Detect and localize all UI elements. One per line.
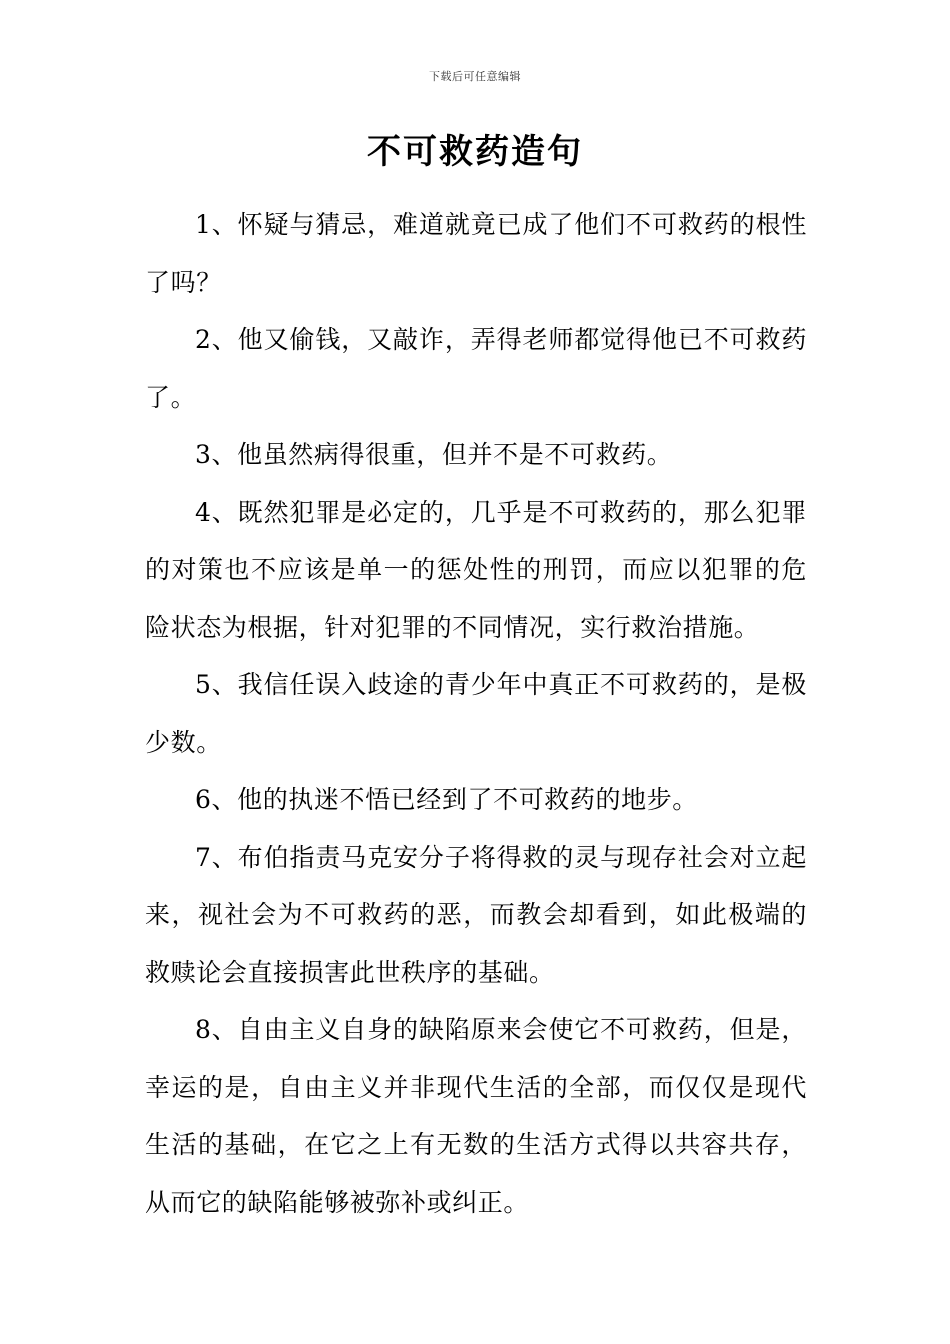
sentence-paragraph-3: 3、他虽然病得很重，但并不是不可救药。 [195,440,673,469]
sentence-paragraph-8: 8、自由主义自身的缺陷原来会使它不可救药，但是，幸运的是，自由主义并非现代生活的全部，而仅仅是现代生活的基础，在它之上有无数的生活方式得以共容共存，从而它的缺陷能够被弥补或纠正。 [145,1015,807,1217]
sentence-paragraph-1: 1、怀疑与猜忌，难道就竟已成了他们不可救药的根性了吗？ [145,210,807,297]
sentence-paragraph-6: 6、他的执迷不悟已经到了不可救药的地步。 [195,785,698,814]
sentence-paragraph-5: 5、我信任误入歧途的青少年中真正不可救药的，是极少数。 [145,670,807,757]
sentence-paragraph-7: 7、布伯指责马克安分子将得救的灵与现存社会对立起来，视社会为不可救药的恶，而教会却看到，如此极端的救赎论会直接损害此世秩序的基础。 [145,842,807,987]
page-header-note: 下载后可任意编辑 [429,70,521,83]
sentence-paragraph-2: 2、他又偷钱，又敲诈，弄得老师都觉得他已不可救药了。 [145,325,807,412]
sentence-paragraph-4: 4、既然犯罪是必定的，几乎是不可救药的，那么犯罪的对策也不应该是单一的惩处性的刑罚，而应以犯罪的危险状态为根据，针对犯罪的不同情况，实行救治措施。 [145,497,807,642]
document-title: 不可救药造句 [367,132,583,172]
document-body [145,196,807,1231]
